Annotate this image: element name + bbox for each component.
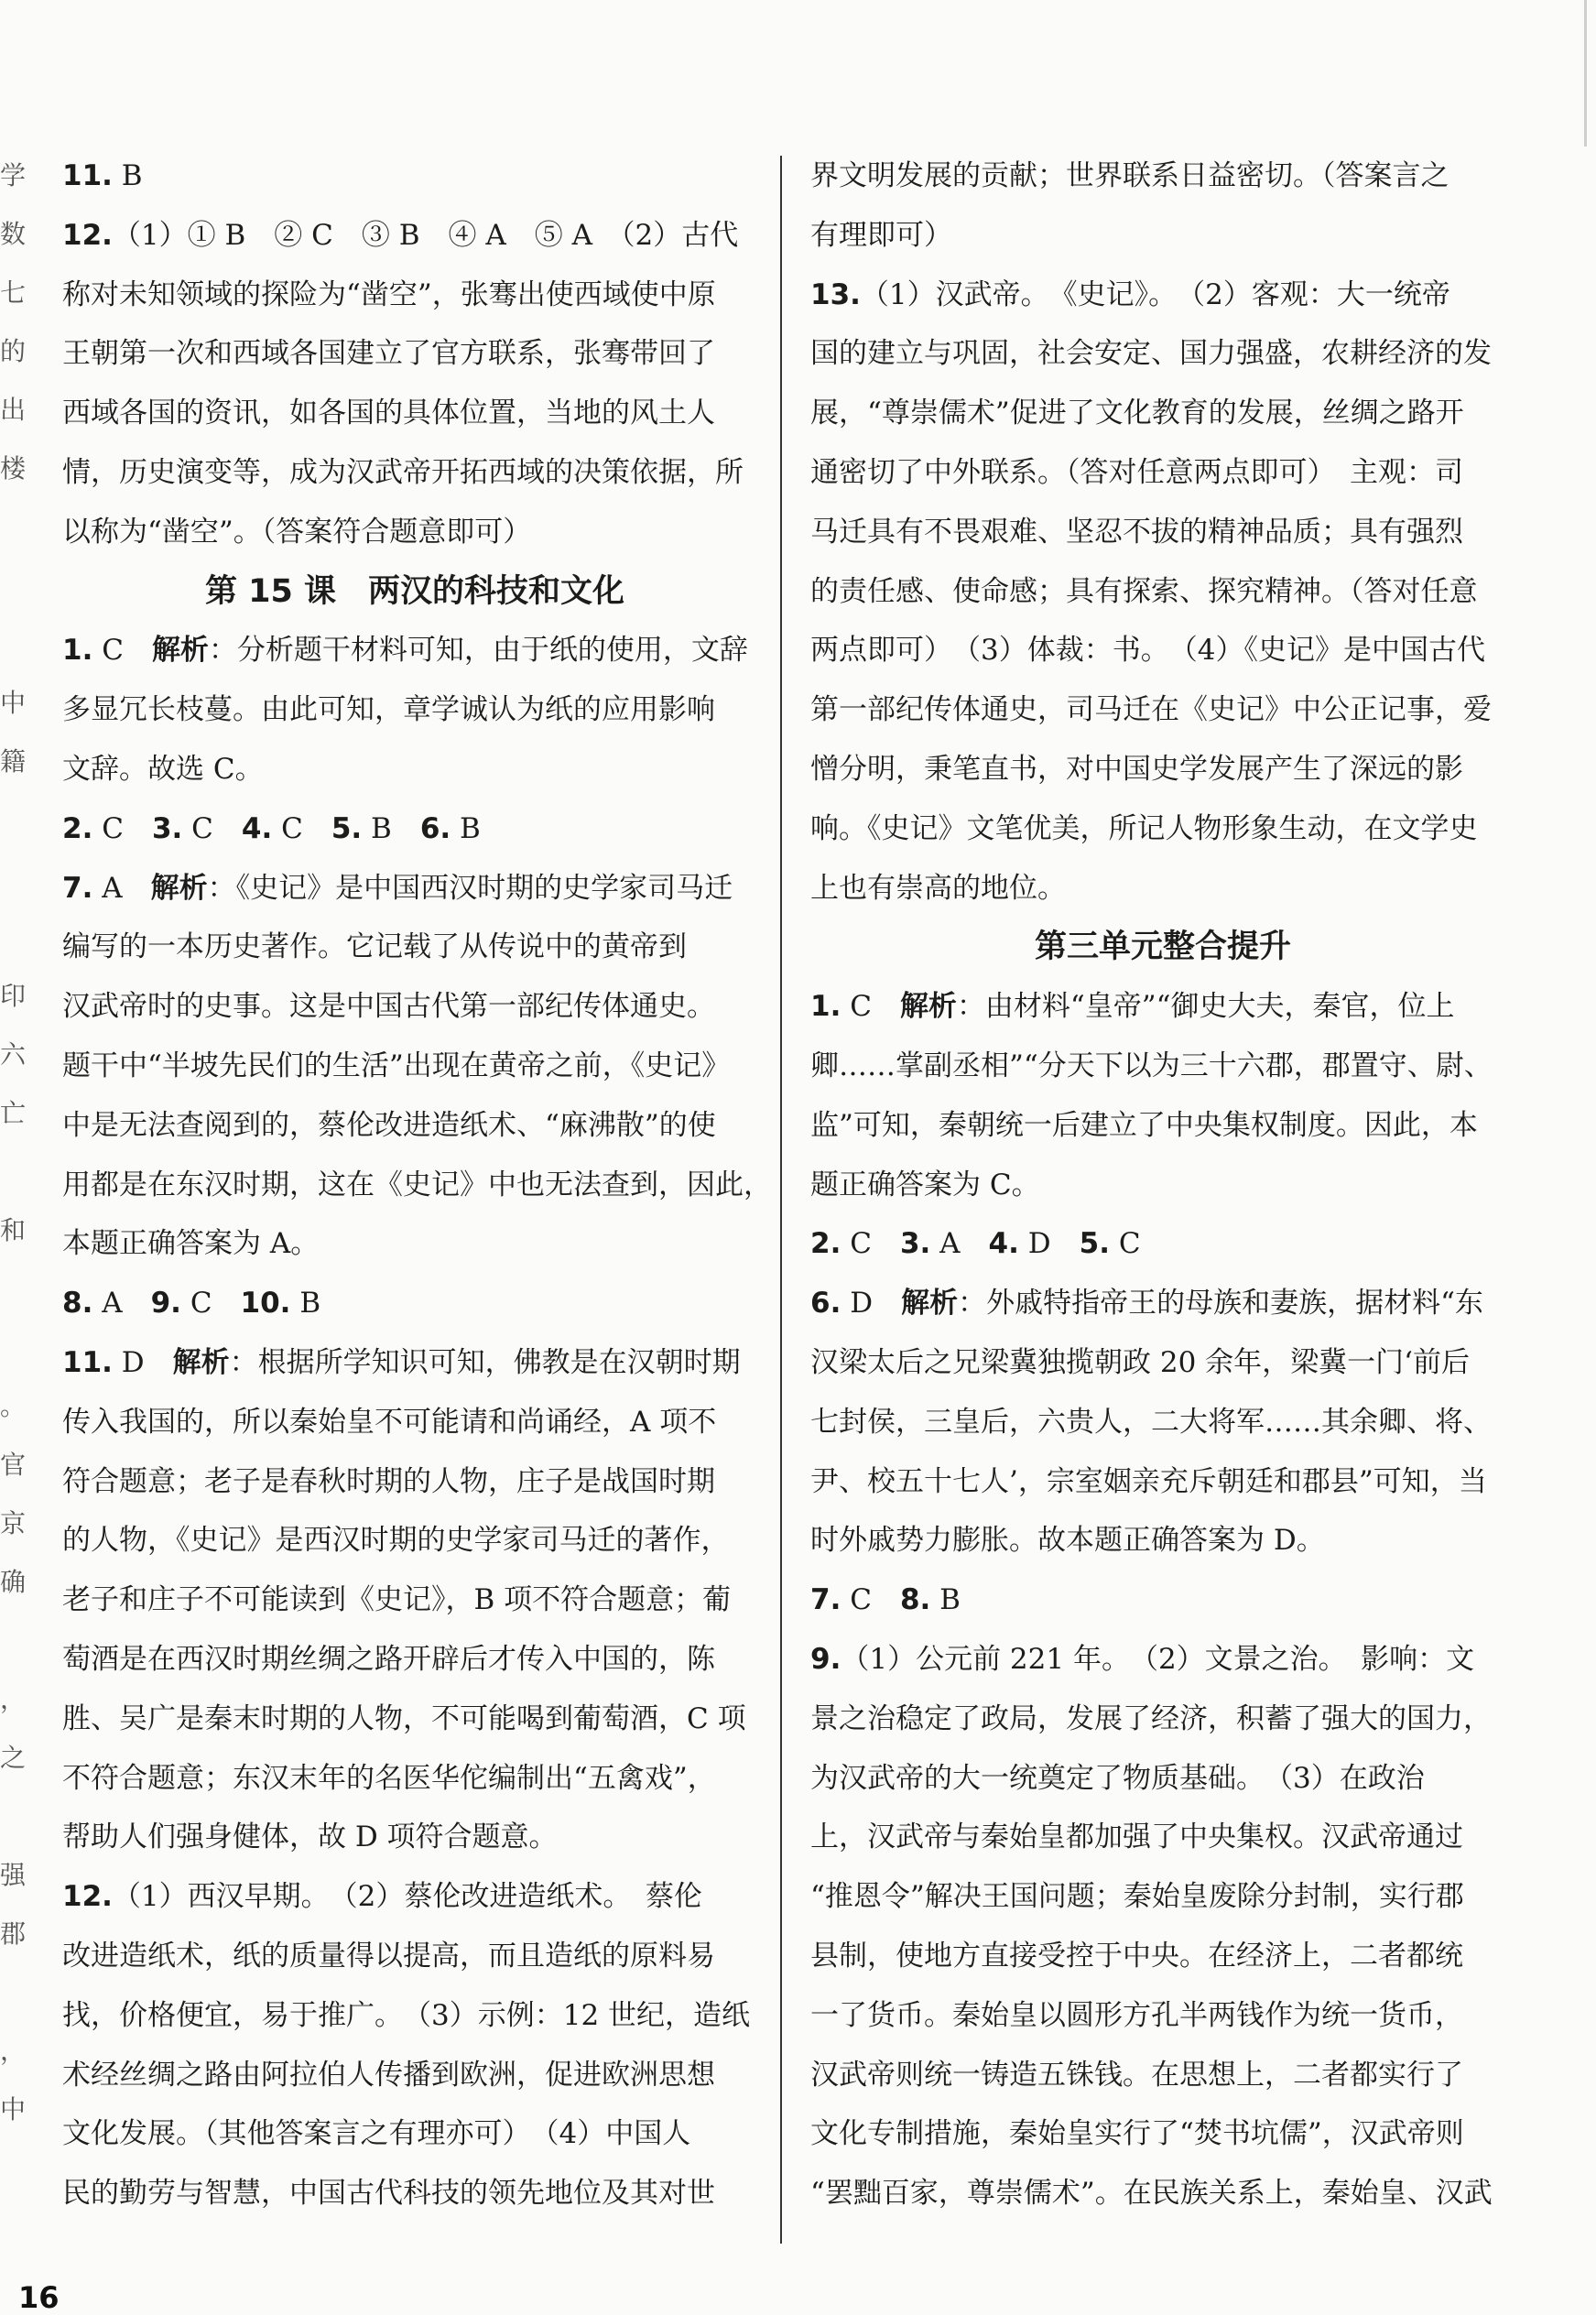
margin-fragment: [0, 1143, 22, 1201]
answer-text: 术经丝绸之路由阿拉伯人传播到欧洲，促进欧洲思想: [62, 2058, 715, 2092]
margin-fragment: [0, 1319, 22, 1377]
text-line: [62, 1274, 767, 1333]
text-line: [810, 1630, 1515, 1690]
text-line: [810, 1096, 1515, 1156]
text-line: [62, 1037, 767, 1096]
answer-text: 题正确答案为 C。: [810, 1168, 1040, 1201]
question-number: 11.: [62, 159, 113, 192]
text-line: [62, 324, 767, 384]
answer-text: ：由材料“皇帝”“御史大夫，秦官，位上: [956, 990, 1455, 1024]
question-number: 10.: [240, 1287, 291, 1321]
answer-text: 上也有崇高的地位。: [810, 871, 1066, 905]
answer-text: 情，历史演变等，成为汉武帝开拓西域的决策依据，所: [62, 455, 744, 489]
answer-text: A: [92, 1287, 151, 1321]
answer-text: 以称为“凿空”。（答案符合题意即可）: [62, 515, 532, 549]
answer-text: 改进造纸术，纸的质量得以提高，而且造纸的原料易: [62, 1939, 715, 1973]
answer-text: 文化专制措施，秦始皇实行了“焚书坑儒”，汉武帝则: [810, 2117, 1464, 2151]
question-number: 9.: [150, 1287, 181, 1321]
question-number: 3.: [899, 1227, 931, 1261]
answer-text: D: [112, 1345, 173, 1379]
text-line: [62, 1511, 767, 1571]
answer-text: 第一部纪传体通史，司马迁在《史记》中公正记事，爱: [810, 693, 1492, 727]
answer-text: （1）公元前 221 年。 （2）文景之治。 影响：文: [841, 1642, 1475, 1676]
margin-fragment: 中: [0, 688, 27, 718]
analysis-tag: 解析: [172, 1345, 230, 1379]
answer-text: D: [1018, 1227, 1080, 1261]
margin-fragment: [0, 1260, 22, 1319]
margin-fragment: 楼: [0, 453, 27, 484]
answer-text: 西域各国的资讯，如各国的具体位置，当地的风土人: [62, 397, 715, 430]
answer-text: “罢黜百家，尊崇儒术”。在民族关系上，秦始皇、汉武: [810, 2177, 1493, 2211]
text-line: [810, 1927, 1515, 1986]
text-line: [62, 1749, 767, 1809]
text-line: [810, 503, 1515, 562]
margin-fragment: 官: [0, 1450, 27, 1480]
question-number: 4.: [988, 1227, 1019, 1261]
margin-fragment: 七: [0, 277, 27, 308]
text-line: [810, 384, 1515, 443]
text-line: [62, 1333, 767, 1393]
question-number: 7.: [62, 871, 93, 905]
question-number: 4.: [241, 811, 273, 845]
answer-text: 找，价格便宜，易于推广。 （3）示例：12 世纪，造纸: [62, 1998, 751, 2032]
question-number: 2.: [810, 1227, 841, 1261]
text-line: [62, 1156, 772, 1215]
answer-text: （1）① B ② C ③ B ④ A ⑤ A （2）古代: [112, 218, 739, 252]
answer-text: “推恩令”解决王国问题；秦始皇废除分封制，实行郡: [810, 1880, 1464, 1914]
margin-fragment: 的: [0, 336, 27, 366]
answer-text: 萄酒是在西汉时期丝绸之路开辟后才传入中国的，陈: [62, 1642, 715, 1676]
answer-text: 卿……掌副丞相”“分天下以为三十六郡，郡置守、尉、: [810, 1049, 1493, 1082]
answer-text: 汉武帝时的史事。这是中国古代第一部纪传体通史。: [62, 990, 715, 1024]
answer-text: C: [92, 634, 152, 668]
text-line: [62, 384, 767, 443]
answer-text: C: [1109, 1227, 1141, 1261]
text-line: [62, 799, 767, 859]
text-line: [62, 1214, 767, 1274]
text-line: [62, 740, 767, 799]
margin-fragment: [0, 1788, 22, 1846]
text-line: [810, 1808, 1515, 1867]
question-number: 1.: [62, 634, 93, 668]
text-line: [62, 1630, 767, 1690]
question-number: 12.: [62, 1880, 113, 1914]
margin-fragment: [0, 498, 22, 557]
text-line: [810, 977, 1515, 1037]
text-line: [62, 1690, 767, 1749]
answer-text: 胜、吴广是秦末时期的人物，不可能喝到葡萄酒，C 项: [62, 1701, 746, 1735]
margin-fragment: [0, 850, 22, 908]
section-heading: 第三单元整合提升: [1034, 929, 1291, 966]
text-line: [810, 1156, 1515, 1215]
margin-fragment: 籍: [0, 746, 27, 777]
margin-fragment: 亡: [0, 1098, 27, 1128]
answer-text: 老子和庄子不可能读到《史记》，B 项不符合题意；葡: [62, 1583, 732, 1617]
answer-text: 上，汉武帝与秦始皇都加强了中央集权。汉武帝通过: [810, 1820, 1463, 1854]
answer-text: C: [92, 811, 152, 845]
question-number: 9.: [810, 1642, 841, 1676]
text-line: [810, 1867, 1515, 1927]
margin-fragment: [0, 557, 22, 615]
margin-fragment: 和: [0, 1215, 27, 1245]
text-line: [810, 1511, 1515, 1571]
text-line: [62, 621, 767, 680]
text-line: [810, 799, 1515, 859]
answer-text: B: [451, 811, 481, 845]
answer-text: 为汉武帝的大一统奠定了物质基础。 （3）在政治: [810, 1761, 1425, 1795]
page-number: 16: [18, 2280, 60, 2315]
analysis-tag: 解析: [901, 1287, 959, 1321]
text-line: [810, 621, 1515, 680]
text-line: [62, 680, 767, 740]
question-number: 5.: [331, 811, 363, 845]
text-line: [810, 206, 1515, 266]
answer-text: 的责任感、使命感；具有探索、探究精神。（答对任意: [810, 574, 1478, 608]
question-number: 13.: [810, 277, 861, 311]
answer-text: 的人物，《史记》是西汉时期的史学家司马迁的著作，: [62, 1524, 730, 1558]
answer-text: B: [112, 159, 143, 192]
question-number: 3.: [151, 811, 183, 845]
margin-fragment: 强: [0, 1860, 27, 1890]
margin-fragment: [0, 615, 22, 674]
answer-text: 时外戚势力膨胀。故本题正确答案为 D。: [810, 1524, 1325, 1558]
question-number: 5.: [1079, 1227, 1110, 1261]
answer-text: 景之治稳定了政局，发展了经济，积蓄了强大的国力，: [810, 1701, 1492, 1735]
question-number: 8.: [899, 1583, 931, 1617]
text-line: [62, 503, 767, 562]
question-number: 12.: [62, 218, 113, 252]
question-number: 2.: [62, 811, 93, 845]
answer-text: 题干中“半坡先民们的生活”出现在黄帝之前，《史记》: [62, 1049, 731, 1082]
answer-text: 监”可知，秦朝统一后建立了中央集权制度。因此，本: [810, 1108, 1478, 1142]
text-line: [62, 266, 767, 325]
answer-text: 不符合题意；东汉末年的名医华佗编制出“五禽戏”，: [62, 1761, 716, 1795]
answer-text: 王朝第一次和西域各国建立了官方联系，张骞带回了: [62, 337, 715, 371]
text-line: [810, 2104, 1515, 2164]
text-line: [810, 562, 1515, 622]
answer-text: C: [182, 811, 242, 845]
text-line: [62, 206, 767, 266]
text-line: [62, 1927, 767, 1986]
analysis-tag: 解析: [151, 634, 209, 668]
answer-text: 中是无法查阅到的，蔡伦改进造纸术、“麻沸散”的使: [62, 1108, 716, 1142]
answer-text: ：分析题干材料可知，由于纸的使用，文辞: [208, 634, 748, 668]
margin-fragment: [0, 791, 22, 850]
text-line: [810, 443, 1515, 503]
margin-fragment: 数: [0, 219, 27, 249]
text-line: [810, 147, 1515, 206]
margin-fragment: 京: [0, 1508, 27, 1538]
margin-fragment: 中: [0, 2094, 27, 2125]
text-line: [810, 1274, 1515, 1333]
margin-fragment: 印: [0, 981, 27, 1011]
text-line: [62, 1393, 767, 1452]
text-line: [62, 1867, 767, 1927]
answer-text: （1）汉武帝。 《史记》。 （2）客观：大一统帝: [860, 277, 1450, 311]
margin-fragment: ，: [0, 1684, 27, 1714]
text-line: [810, 1452, 1515, 1512]
answer-text: 一了货币。秦始皇以圆形方孔半两钱作为统一货币，: [810, 1998, 1463, 2032]
answer-text: 编写的一本历史著作。它记载了从传说中的黄帝到: [62, 930, 687, 964]
text-line: [62, 2164, 767, 2223]
section-heading: 第 15 课 两汉的科技和文化: [204, 572, 625, 610]
text-line: [62, 859, 767, 918]
answer-text: 用都是在东汉时期，这在《史记》中也无法查到，因此，: [62, 1168, 772, 1201]
answer-text: A: [92, 871, 151, 905]
text-line: [810, 2046, 1515, 2105]
text-line: [810, 1571, 1515, 1630]
question-number: 1.: [810, 990, 841, 1024]
answer-text: 汉武帝则统一铸造五铢钱。在思想上，二者都实行了: [810, 2058, 1463, 2092]
answer-text: 民的勤劳与智慧，中国古代科技的领先地位及其对世: [62, 2177, 715, 2211]
answer-text: C: [841, 990, 900, 1024]
text-line: [810, 1214, 1515, 1274]
text-line: [62, 2046, 767, 2105]
text-line: [62, 1986, 767, 2046]
answer-text: 七封侯，三皇后，六贵人，二大将军……其余卿、将、: [810, 1405, 1492, 1439]
text-line: [810, 740, 1515, 799]
margin-fragment: ，: [0, 2036, 27, 2066]
text-line: [62, 1452, 767, 1512]
answer-text: ：外戚特指帝王的母族和妻族，据材料“东: [958, 1287, 1483, 1321]
answer-text: 通密切了中外联系。（答对任意两点即可） 主观：司: [810, 455, 1463, 489]
margin-fragment: 确: [0, 1567, 27, 1597]
answer-text: ：《史记》是中国西汉时期的史学家司马迁: [207, 871, 733, 905]
right-margin-edge: [1584, 0, 1596, 147]
answer-text: 帮助人们强身健体，故 D 项符合题意。: [62, 1820, 558, 1854]
text-line: [62, 918, 767, 977]
answer-text: 县制，使地方直接受控于中央。在经济上，二者都统: [810, 1939, 1463, 1973]
text-line: [62, 1571, 767, 1630]
text-line: [810, 324, 1515, 384]
text-line: [810, 266, 1515, 325]
answer-text: 文辞。故选 C。: [62, 752, 264, 786]
text-line: [810, 1690, 1515, 1749]
answer-text: ：根据所学知识可知，佛教是在汉朝时期: [229, 1345, 741, 1379]
text-line: [810, 1333, 1515, 1393]
text-line: [62, 443, 767, 503]
answer-text: 有理即可）: [810, 218, 952, 252]
answer-text: A: [930, 1227, 989, 1261]
answer-text: 响。《史记》文笔优美，所记人物形象生动，在文学史: [810, 811, 1478, 845]
answer-text: 汉梁太后之兄梁冀独揽朝政 20 余年，梁冀一门‘前后: [810, 1345, 1471, 1379]
question-number: 7.: [810, 1583, 841, 1617]
answer-text: D: [841, 1287, 902, 1321]
answer-text: C: [180, 1287, 241, 1321]
text-line: [62, 2104, 767, 2164]
answer-text: 马迁具有不畏艰难、坚忍不拔的精神品质；具有强烈: [810, 515, 1463, 549]
text-line: [62, 1096, 767, 1156]
left-margin-cropped-text: [0, 147, 27, 2234]
answer-text: B: [290, 1287, 321, 1321]
analysis-tag: 解析: [150, 871, 208, 905]
answer-text: C: [272, 811, 331, 845]
text-line: [810, 859, 1515, 918]
answer-text: 展，“尊崇儒术”促进了文化教育的发展，丝绸之路开: [810, 397, 1464, 430]
question-number: 8.: [62, 1287, 93, 1321]
text-line: [810, 1393, 1515, 1452]
question-number: 6.: [419, 811, 451, 845]
margin-fragment: 之: [0, 1743, 27, 1773]
answer-text: 本题正确答案为 A。: [62, 1227, 320, 1261]
answer-text: B: [362, 811, 420, 845]
answer-text: 界文明发展的贡献；世界联系日益密切。（答案言之: [810, 159, 1449, 192]
margin-fragment: 。: [0, 1391, 27, 1421]
text-line: [810, 2164, 1515, 2223]
answer-text: 尹、校五十七人’，宗室姻亲充斥朝廷和郡县”可知，当: [810, 1464, 1487, 1498]
answer-text: 传入我国的，所以秦始皇不可能请和尚诵经，A 项不: [62, 1405, 717, 1439]
left-column: [62, 147, 772, 2223]
text-line: [810, 1749, 1515, 1809]
answer-text: 文化发展。（其他答案言之有理亦可） （4）中国人: [62, 2117, 691, 2151]
answer-text: 憎分明，秉笔直书，对中国史学发展产生了深远的影: [810, 752, 1463, 786]
question-number: 6.: [810, 1287, 841, 1321]
answer-text: C: [841, 1227, 900, 1261]
answer-text: 两点即可） （3）体裁：书。 （4）《史记》是中国古代: [810, 634, 1485, 668]
margin-fragment: [0, 1963, 22, 2022]
text-line: [810, 1986, 1515, 2046]
margin-fragment: [0, 908, 22, 967]
right-column: [810, 147, 1515, 2223]
text-line: [62, 147, 767, 206]
margin-fragment: 六: [0, 1039, 27, 1070]
analysis-tag: 解析: [899, 990, 957, 1024]
text-line: [62, 977, 767, 1037]
answer-text: 多显冗长枝蔓。由此可知，章学诚认为纸的应用影响: [62, 693, 715, 727]
margin-fragment: 出: [0, 395, 27, 425]
margin-fragment: 郡: [0, 1918, 27, 1949]
answer-text: C: [841, 1583, 900, 1617]
question-number: 11.: [62, 1345, 113, 1379]
answer-text: 称对未知领域的探险为“凿空”，张骞出使西域使中原: [62, 277, 716, 311]
answer-text: 符合题意；老子是春秋时期的人物，庄子是战国时期: [62, 1464, 715, 1498]
answer-text: 国的建立与巩固，社会安定、国力强盛，农耕经济的发: [810, 337, 1492, 371]
text-line: [810, 1037, 1515, 1096]
text-line: [810, 680, 1515, 740]
answer-text: （1）西汉早期。 （2）蔡伦改进造纸术。 蔡伦: [112, 1880, 702, 1914]
answer-text: B: [930, 1583, 961, 1617]
text-line: [62, 1808, 767, 1867]
margin-fragment: 学: [0, 160, 27, 190]
margin-fragment: [0, 1612, 22, 1670]
column-divider: [780, 156, 782, 2244]
